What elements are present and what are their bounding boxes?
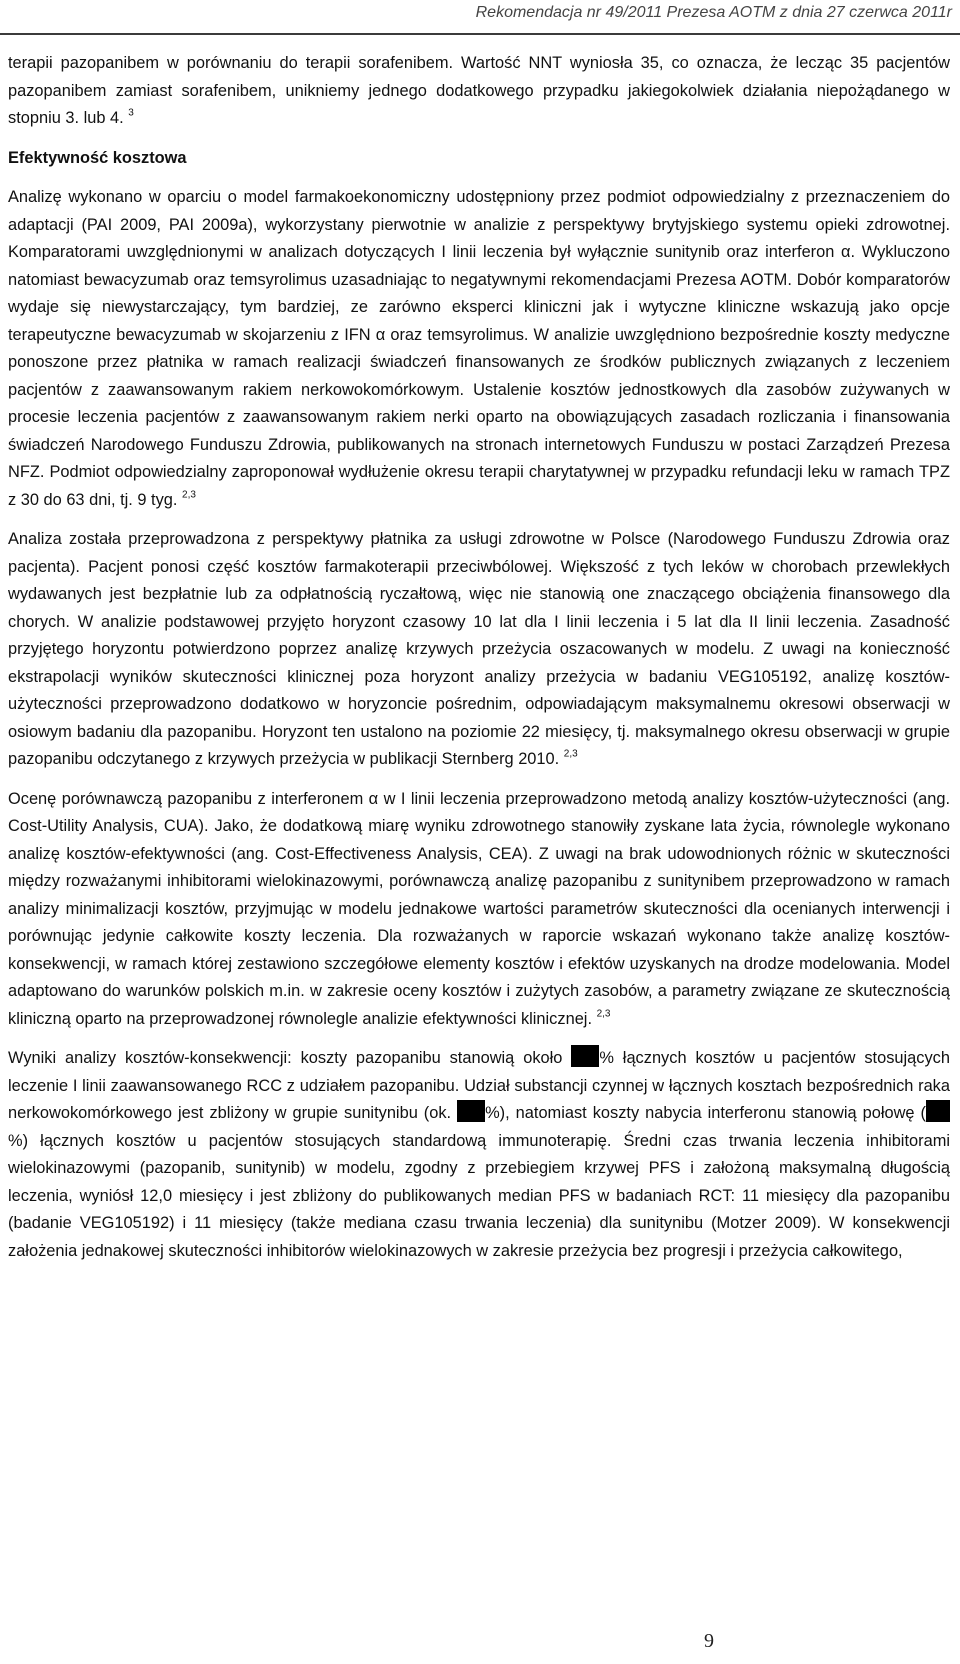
paragraph-3-text: Analiza została przeprowadzona z perspektywy płatnika za usługi zdrowotne w Polsce (Narodowego Funduszu Zdrowia oraz pacjenta). Pacjent ponosi część kosztów farmakoterapii przeciwbólowej. Większość z tych leków w chorobach przewlekłych wydawanych jest bezpłatnie lub za odpłatnością ryczałtową, więc nie stanowią one znaczącego obciążenia finansowego dla chorych. W analizie podstawowej przyjęto horyzont czasowy 10 lat dla I linii leczenia i 5 lat dla II linii leczenia. Zasadność przyjętego horyzontu potwierdzono poprzez analizę krzywych przeżycia oszacowanych w modelu. Z uwagi na konieczność ekstrapolacji wyników skuteczności klinicznej poza horyzont analizy przeżycia w badaniu VEG105192, analizę kosztów-użyteczności przeprowadzono dodatkowo w horyzoncie pośrednim, odpowiadającym maksymalnemu okresowi obserwacji w osiowym badaniu dla pazopanibu. Horyzont ten ustalono na poziomie 22 miesięcy, tj. maksymalnego okresu obserwacji w grupie pazopanibu odczytanego z krzywych przeżycia w publikacji Sternberg 2010. xyxy=(8,530,950,768)
paragraph-5-part-c: %), natomiast koszty nabycia interferonu stanowią połowę ( xyxy=(485,1104,926,1122)
paragraph-5-part-b: % łącznych kosztów u pacjentów stosujących leczenie I linii zaawansowanego RCC z udziałem pazopanibu. Udział substancji czynnej w łącznych kosztach bezpośrednich raka nerkowokomórkowego jest zbliżony w grupie sunitynibu (ok. xyxy=(8,1049,950,1122)
paragraph-5-part-d: %) łącznych kosztów u pacjentów stosujących standardową immunoterapię. Średni czas trwania leczenia inhibitorami wielokinazowymi (pazopanib, sunitynib) w modelu, zgodny z przebiegiem krzywej PFS i założoną maksymalną długością leczenia, wyniósł 12,0 miesięcy i jest zbliżony do publikowanych median PFS w badaniach RCT: 11 miesięcy dla pazopanibu (badanie VEG105192) i 11 miesięcy (także mediana czasu trwania leczenia) dla sunitynibu (Motzer 2009). W konsekwencji założenia jednakowej skuteczności inhibitorów wielokinazowych w zakresie przeżycia bez progresji i przeżycia całkowitego, xyxy=(8,1131,950,1260)
paragraph-3 xyxy=(8,526,950,774)
running-header: Rekomendacja nr 49/2011 Prezesa AOTM z dnia 27 czerwca 2011r xyxy=(475,4,952,21)
section-heading: Efektywność kosztowa xyxy=(8,148,187,167)
redaction-box xyxy=(457,1100,485,1122)
paragraph-5 xyxy=(8,1045,950,1265)
document-body xyxy=(8,50,950,1277)
citation-ref: 2,3 xyxy=(563,748,578,760)
citation-ref: 2,3 xyxy=(182,489,196,500)
page-number: 9 xyxy=(704,1630,714,1652)
header-divider xyxy=(0,33,960,35)
paragraph-2-text: Analizę wykonano w oparciu o model farmakoekonomiczny udostępniony przez podmiot odpowiedzialny z przeznaczeniem do adaptacji (PAI 2009, PAI 2009a), wykorzystany pierwotnie w analizie z perspektywy brytyjskiego systemu opieki zdrowotnej. Komparatorami uwzględnionymi w analizach dotyczących I linii leczenia był wyłącznie sunitynib oraz interferon α. Wykluczono natomiast bewacyzumab oraz temsyrolimus uzasadniając to negatywnymi rekomendacjami Prezesa AOTM. Dobór komparatorów wydaje się niewystarczający, tym bardziej, ze zarówno eksperci kliniczni jak i wytyczne kliniczne wskazują jako opcje terapeutyczne bewacyzumab w skojarzeniu z IFN α oraz temsyrolimus. W analizie uwzględniono bezpośrednie koszty medyczne ponoszone przez płatnika w ramach realizacji świadczeń finansowanych ze środków publicznych związanych z leczeniem pacjentów z zaawansowanym rakiem nerkowokomórkowym. Ustalenie kosztów jednostkowych dla zasobów zużywanych w procesie leczenia pacjentów z zaawansowanym rakiem nerki oparto na obowiązujących zasadach rozliczania i finansowania świadczeń Narodowego Funduszu Zdrowia, publikowanych na stronach internetowych Funduszu w postaci Zarządzeń Prezesa NFZ. Podmiot odpowiedzialny zaproponował wydłużenie okresu terapii charytatywnej w przypadku refundacji leku w ramach TPZ z 30 do 63 dni, tj. 9 tyg. xyxy=(8,188,950,509)
paragraph-4-text: Ocenę porównawczą pazopanibu z interferonem α w I linii leczenia przeprowadzono metodą analizy kosztów-użyteczności (ang. Cost-Utility Analysis, CUA). Jako, że dodatkową miarę wyniku zdrowotnego stanowiły zyskane lata życia, równolegle wykonano analizę kosztów-efektywności (ang. Cost-Effectiveness Analysis, CEA). Z uwagi na brak udowodnionych różnic w skuteczności między rozważanymi inhibitorami wielokinazowymi, porównawczą analizę pazopanibu z sunitynibem przeprowadzono w ramach analizy minimalizacji kosztów, przyjmując w modelu jednakowe wartości parametrów skuteczności dla ocenianych interwencji i porównując jedynie całkowite koszty leczenia. Dla rozważanych w raporcie wskazań wykonano także analizę kosztów-konsekwencji, w ramach której zestawiono szczegółowe elementy kosztów i efektów uzyskanych na drodze modelowania. Model adaptowano do warunków polskich m.in. w zakresie oceny kosztów i zużytych zasobów, a parametry związane ze skutecznością kliniczną oparto na przeprowadzonej równolegle analizie efektywności klinicznej. xyxy=(8,789,950,1028)
paragraph-1 xyxy=(8,50,950,133)
redaction-box xyxy=(571,1045,599,1067)
redaction-box xyxy=(926,1100,950,1122)
paragraph-5-part-a: Wyniki analizy kosztów-konsekwencji: koszty pazopanibu stanowią około xyxy=(8,1049,572,1067)
paragraph-2 xyxy=(8,184,950,514)
paragraph-4 xyxy=(8,786,950,1034)
citation-ref: 3 xyxy=(128,107,134,119)
paragraph-1-text: terapii pazopanibem w porównaniu do terapii sorafenibem. Wartość NNT wyniosła 35, co oznacza, że lecząc 35 pacjentów pazopanibem zamiast sorafenibem, unikniemy jednego dodatkowego przypadku jakiegokolwiek działania niepożądanego w stopniu 3. lub 4. xyxy=(8,54,950,127)
citation-ref: 2,3 xyxy=(596,1008,611,1019)
